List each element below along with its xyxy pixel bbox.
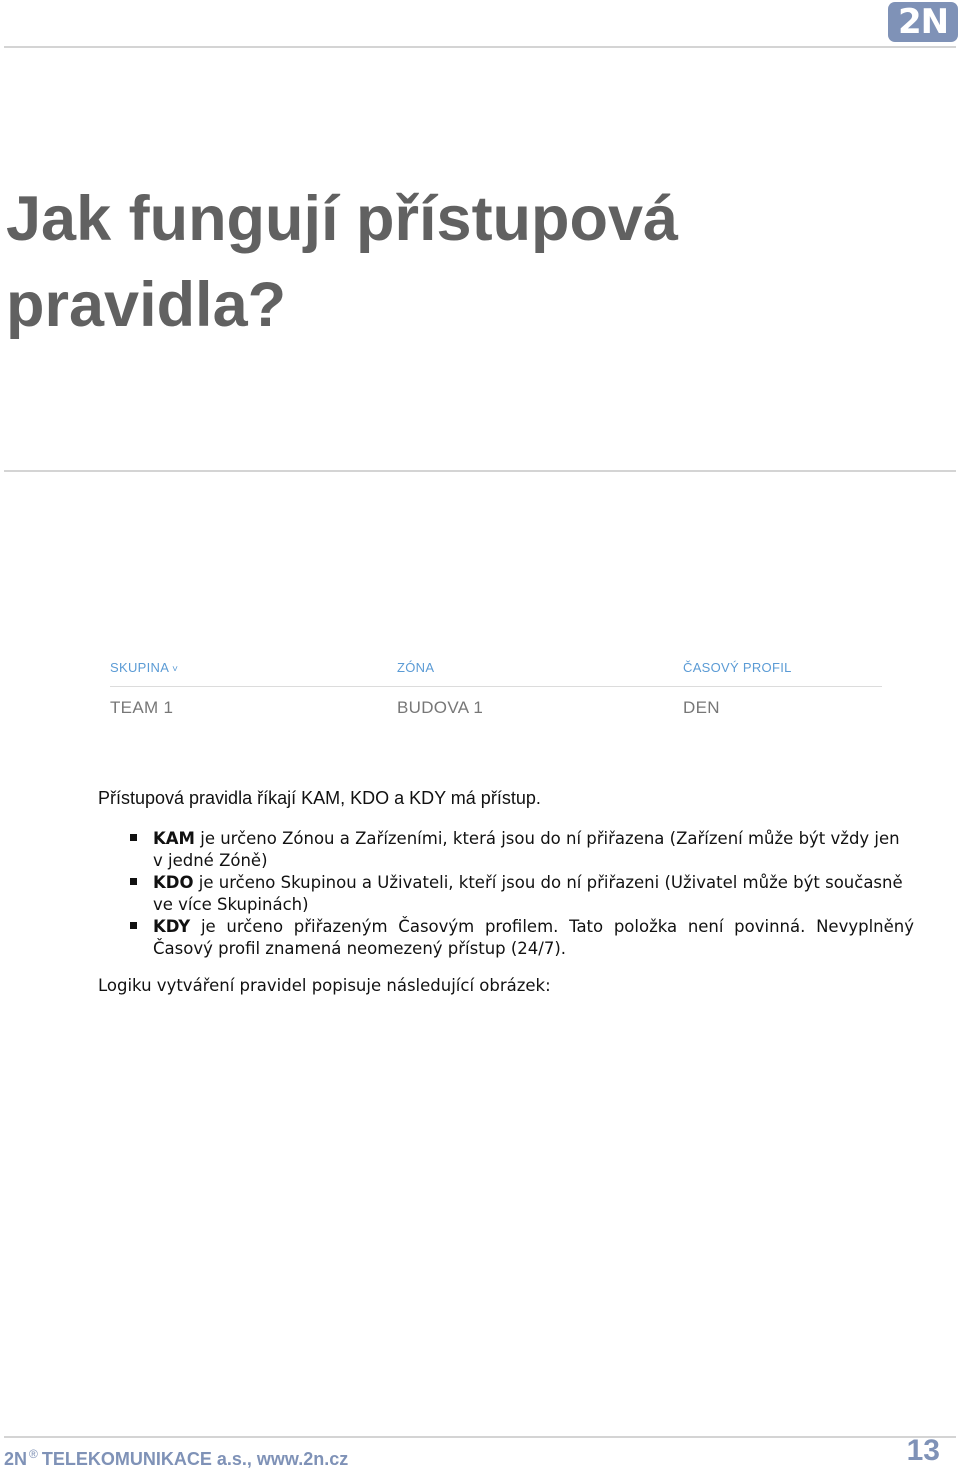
list-item [98, 916, 914, 960]
page-number: 13 [906, 1434, 940, 1467]
outro-paragraph: Logiku vytváření pravidel popisuje následující obrázek: [98, 976, 551, 995]
page-title-line2: pravidla? [6, 270, 287, 340]
page-title-line1: Jak fungují přístupová [6, 184, 679, 254]
table-row[interactable] [110, 687, 882, 731]
column-header-group[interactable]: SKUPINA ˅ [110, 660, 179, 675]
intro-paragraph: Přístupová pravidla říkají KAM, KDO a KDY má přístup. [98, 788, 541, 808]
table-header [110, 656, 882, 687]
footer-divider [4, 1436, 956, 1438]
bullet-square-icon [130, 834, 137, 841]
footer-brand: 2N [4, 1449, 28, 1469]
bullet-term: KAM [153, 829, 195, 848]
title-divider [4, 470, 956, 472]
cell-zone: BUDOVA 1 [397, 698, 484, 717]
registered-mark: ® [29, 1447, 38, 1461]
list-item [98, 828, 914, 872]
cell-time-profile: DEN [683, 698, 720, 717]
chevron-down-icon: ˅ [172, 664, 179, 675]
list-item [98, 872, 914, 916]
footer-company [4, 1442, 348, 1471]
2n-logo [888, 2, 958, 42]
access-rule-table [110, 656, 882, 731]
page-title [6, 176, 906, 348]
logo-text: 2N [897, 2, 949, 42]
bullet-square-icon [130, 878, 137, 885]
bullet-term: KDO [153, 873, 194, 892]
cell-group: TEAM 1 [110, 698, 174, 717]
rule-bullet-list [98, 828, 914, 960]
bullet-text: je určeno Zónou a Zařízeními, která jsou do ní přiřazena (Zařízení může být vždy jen v jedné Zóně) [153, 829, 900, 870]
bullet-term: KDY [153, 917, 191, 936]
bullet-square-icon [130, 922, 137, 929]
bullet-text: je určeno Skupinou a Uživateli, kteří jsou do ní přiřazeni (Uživatel může být současně ve více Skupinách) [153, 873, 903, 914]
column-header-zone: ZÓNA [397, 660, 435, 675]
column-header-time-profile: ČASOVÝ PROFIL [683, 660, 792, 675]
bullet-text: je určeno přiřazeným Časovým profilem. Tato položka není povinná. Nevyplněný Časový profil znamená neomezený přístup (24/7). [153, 917, 914, 958]
footer-company-text: TELEKOMUNIKACE a.s., www.2n.cz [41, 1449, 349, 1469]
header-divider [4, 46, 956, 48]
